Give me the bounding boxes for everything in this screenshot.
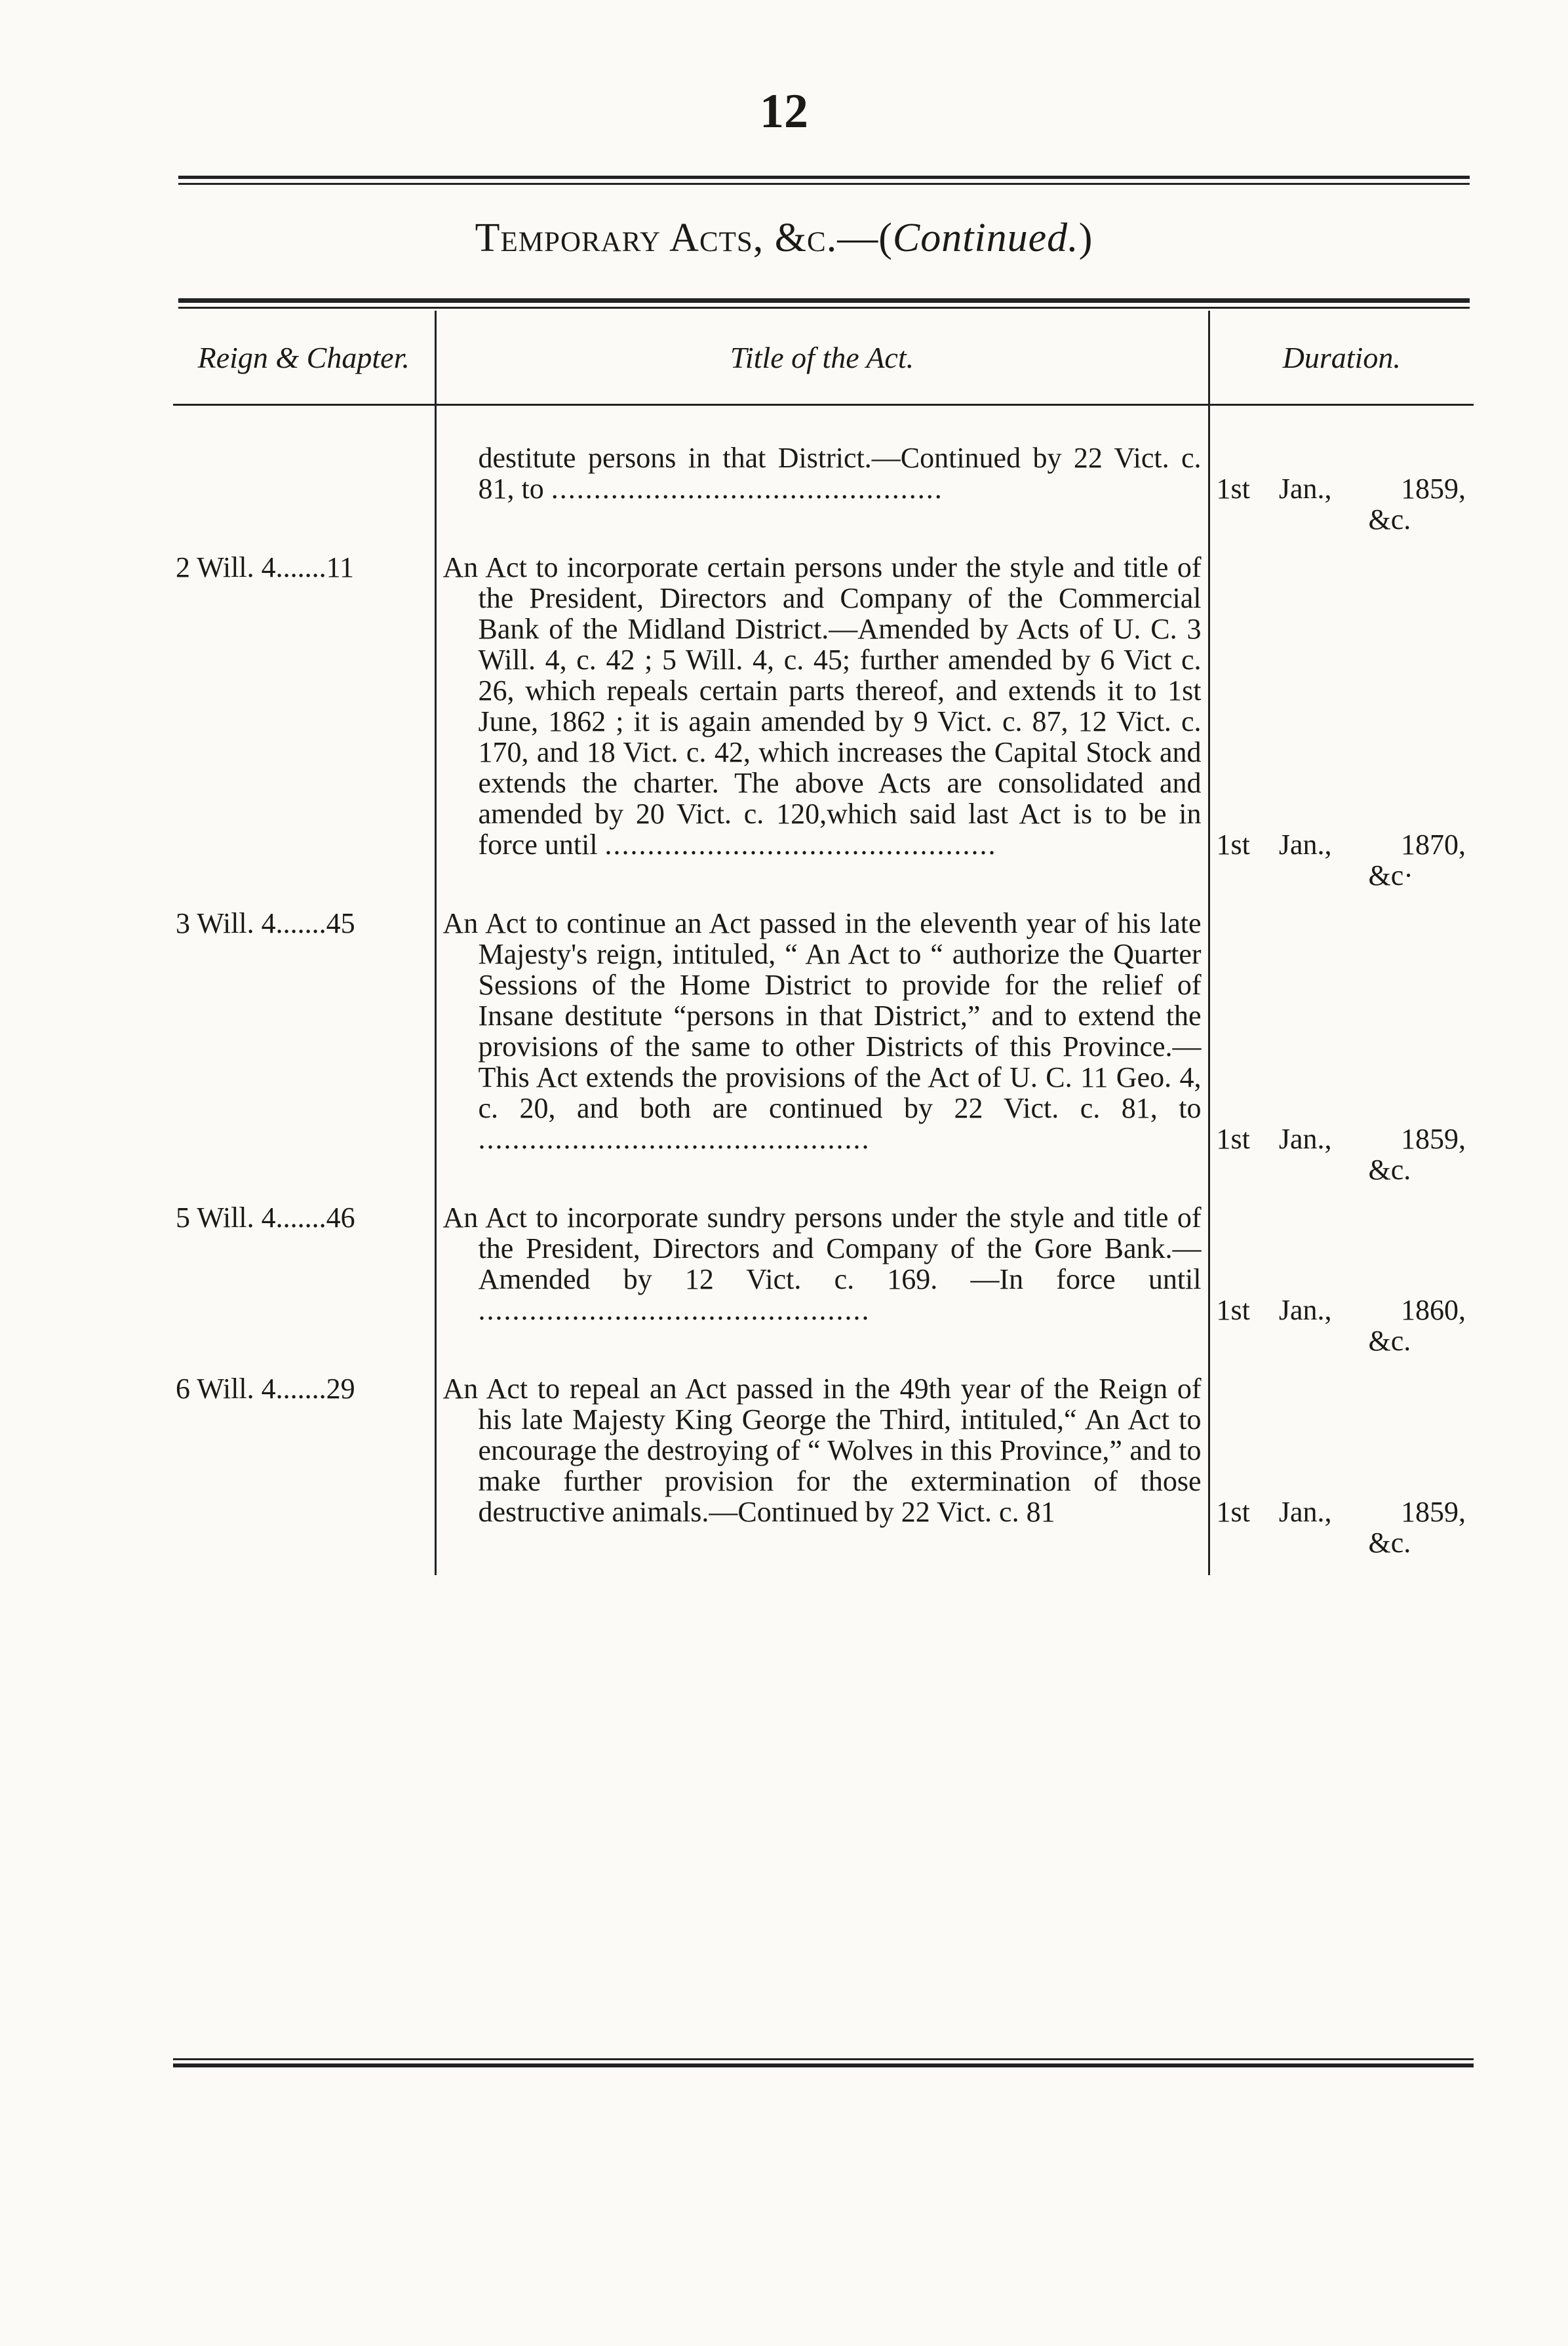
- act-title-cell: [435, 442, 1209, 552]
- duration-day: 1st: [1216, 1294, 1250, 1326]
- act-title: An Act to incorporate certain persons under the style and title of the President, Directors and Company of the Commercial Bank of the Midland District.—Amended by Acts of U. C. 3 Will. 4, c. 42 ; 5 Will. 4, c. 45; further amended by 6 Vict c. 26, which repeals certain parts thereof, and extends it to 1st June, 1862 ; it is again amended by 9 Vict. c. 87, 12 Vict. c. 170, and 18 Vict. c. 42, which increases the Capital Stock and extends the charter. The above Acts are consolidated and amended by 20 Vict. c. 120,which said last Act is to be in force until: [442, 551, 1202, 861]
- duration-cell: [1209, 1373, 1474, 1575]
- dot-leaders: ..............................................: [551, 473, 943, 505]
- table-row: [173, 1373, 1474, 1575]
- duration-day: 1st: [1216, 473, 1250, 505]
- reign-chapter: 6 Will. 4.......29: [176, 1373, 355, 1405]
- act-title: An Act to incorporate sundry persons under the style and title of the President, Directors and Company of the Gore Bank.—Amended by 12 Vict. c. 169. —In force until: [442, 1202, 1202, 1295]
- section-title-main: Temporary Acts, &c.—(: [475, 216, 893, 260]
- duration-day: 1st: [1216, 1123, 1250, 1155]
- bottom-double-rule: [173, 2058, 1474, 2067]
- act-title-cell: [435, 1202, 1209, 1373]
- dot-leaders: ..............................................: [478, 1294, 871, 1326]
- section-title-close: ): [1078, 216, 1093, 260]
- reign-chapter: 5 Will. 4.......46: [176, 1202, 355, 1234]
- duration-year: 1860,: [1401, 1294, 1466, 1326]
- duration-year: 1859,: [1401, 1123, 1466, 1155]
- reign-chapter-cell: [173, 1202, 435, 1373]
- duration-etc: &c.: [1368, 1154, 1411, 1186]
- top-double-rule: [178, 176, 1470, 185]
- act-title: destitute persons in that District.—Continued by 22 Vict. c. 81, to: [478, 442, 1202, 505]
- header-reign-chapter: Reign & Chapter.: [173, 311, 435, 405]
- duration-etc: &c·: [1368, 859, 1413, 891]
- act-title-cell: [435, 908, 1209, 1202]
- duration-month: Jan.,: [1278, 1123, 1332, 1155]
- act-title: An Act to continue an Act passed in the eleventh year of his late Majesty's reign, intituled, “ An Act to “ authorize the Quarter Sessions of the Home District to provide for the relief of Insane destitute “persons in that District,” and to extend the provisions of the same to other Districts of this Province.—This Act extends the provisions of the Act of U. C. 11 Geo. 4, c. 20, and both are continued by 22 Vict. c. 81, to: [442, 907, 1202, 1124]
- table-row: [173, 1202, 1474, 1373]
- duration-year: 1870,: [1401, 829, 1466, 861]
- section-title-continued: Continued.: [892, 216, 1079, 260]
- duration-month: Jan.,: [1278, 1294, 1332, 1326]
- duration-etc: &c.: [1368, 503, 1411, 536]
- table-row: [173, 442, 1474, 552]
- duration-year: 1859,: [1401, 473, 1466, 505]
- dot-leaders: ..............................................: [604, 829, 997, 861]
- act-title-cell: [435, 1373, 1209, 1575]
- section-title: [0, 215, 1568, 262]
- duration-month: Jan.,: [1278, 1496, 1332, 1528]
- duration-cell: [1209, 1202, 1474, 1373]
- duration-cell: [1209, 908, 1474, 1202]
- header-double-rule: [178, 298, 1470, 309]
- duration-etc: &c.: [1368, 1325, 1411, 1357]
- page-number: 12: [760, 85, 808, 138]
- duration-day: 1st: [1216, 829, 1250, 861]
- header-duration: Duration.: [1209, 311, 1474, 405]
- table-row: [173, 552, 1474, 908]
- duration-etc: &c.: [1368, 1527, 1411, 1559]
- reign-chapter-cell: [173, 442, 435, 552]
- duration-year: 1859,: [1401, 1496, 1466, 1528]
- table-header-row: [173, 311, 1474, 405]
- duration-month: Jan.,: [1278, 829, 1332, 861]
- reign-chapter: 2 Will. 4.......11: [176, 551, 355, 583]
- act-title-cell: [435, 552, 1209, 908]
- dot-leaders: ..............................................: [478, 1123, 871, 1155]
- table-spacer-row: [173, 405, 1474, 443]
- duration-month: Jan.,: [1278, 473, 1332, 505]
- duration-cell: [1209, 442, 1474, 552]
- duration-cell: [1209, 552, 1474, 908]
- acts-table: [173, 311, 1474, 1575]
- reign-chapter-cell: [173, 908, 435, 1202]
- header-title-of-act: Title of the Act.: [435, 311, 1209, 405]
- duration-day: 1st: [1216, 1496, 1250, 1528]
- reign-chapter-cell: [173, 1373, 435, 1575]
- act-title: An Act to repeal an Act passed in the 49th year of the Reign of his late Majesty King George the Third, intituled,“ An Act to encourage the destroying of “ Wolves in this Province,” and to make further provision for the extermination of those destructive animals.—Continued by 22 Vict. c. 81: [442, 1373, 1202, 1528]
- reign-chapter: 3 Will. 4.......45: [176, 907, 355, 939]
- reign-chapter-cell: [173, 552, 435, 908]
- table-row: [173, 908, 1474, 1202]
